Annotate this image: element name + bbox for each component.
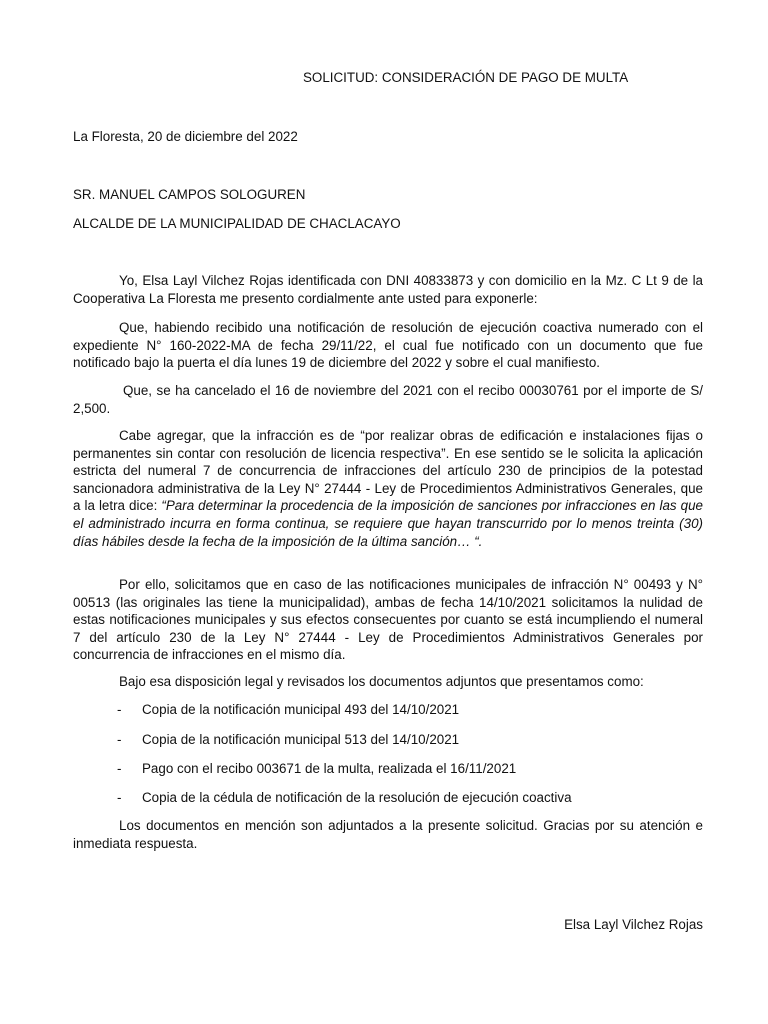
list-marker: - [117, 790, 122, 805]
place-and-date: La Floresta, 20 de diciembre del 2022 [73, 129, 298, 144]
paragraph-legal-basis-text: Cabe agregar, que la infracción es de “por realizar obras de edificación e instalaciones fijas o permanentes sin contar con resolución de licencia respectiva”. En ese sentido se le solicita la aplicación estricta del numeral 7 de concurrencia de infracciones del artículo 230 de principios de la potestad sancionadora administrativa de la Ley N° 27444 - Ley de Procedimientos Administrativos Generales, que a la letra dice: [73, 428, 703, 514]
recipient-name: SR. MANUEL CAMPOS SOLOGUREN [73, 187, 306, 202]
paragraph-request: Por ello, solicitamos que en caso de las notificaciones municipales de infracción N° 00493 y N° 00513 (las originales las tiene la municipalidad), ambas de fecha 14/10/2021 solicitamos la nulidad de estas notificaciones municipales y sus efectos consecuentes por cuanto se está incumpliendo el numeral 7 del artículo 230 de la Ley N° 27444 - Ley de Procedimientos Administrativos Generales por concurrencia de infracciones en el mismo día. [73, 577, 703, 663]
paragraph-introduction: Yo, Elsa Layl Vilchez Rojas identificada con DNI 40833873 y con domicilio en la Mz. C Lt 9 de la Cooperativa La Floresta me presento cordialmente ante usted para exponerle: [73, 273, 703, 306]
paragraph-payment-text: Que, se ha cancelado el 16 de noviembre del 2021 con el recibo 00030761 por el importe de S/ 2,500. [73, 383, 703, 416]
attachment-list-item [117, 731, 459, 749]
list-marker: - [117, 761, 122, 776]
paragraph-legal-basis [73, 427, 703, 550]
list-marker: - [117, 732, 122, 747]
attachment-list-item [117, 760, 516, 778]
attachment-list-item [117, 701, 459, 719]
paragraph-notification: Que, habiendo recibido una notificación de resolución de ejecución coactiva numerado con el expediente N° 160-2022-MA de fecha 29/11/22, el cual fue notificado con un documento que fue notificado bajo la puerta el día lunes 19 de diciembre del 2022 y sobre el cual manifiesto. [73, 320, 703, 371]
recipient-title: ALCALDE DE LA MUNICIPALIDAD DE CHACLACAYO [73, 216, 401, 231]
document-subject: SOLICITUD: CONSIDERACIÓN DE PAGO DE MULTA [303, 70, 629, 85]
list-marker: - [117, 702, 122, 717]
attachment-label: Pago con el recibo 003671 de la multa, realizada el 16/11/2021 [142, 761, 517, 776]
attachment-label: Copia de la notificación municipal 513 del 14/10/2021 [142, 732, 460, 747]
attachment-list-item [117, 789, 572, 807]
attachment-label: Copia de la notificación municipal 493 del 14/10/2021 [142, 702, 460, 717]
signature-name: Elsa Layl Vilchez Rojas [564, 917, 703, 932]
attachment-label: Copia de la cédula de notificación de la resolución de ejecución coactiva [142, 790, 572, 805]
paragraph-closing: Los documentos en mención son adjuntados a la presente solicitud. Gracias por su atención e inmediata respuesta. [73, 818, 703, 851]
paragraph-payment [73, 382, 703, 417]
paragraph-attachments-intro: Bajo esa disposición legal y revisados los documentos adjuntos que presentamos como: [119, 674, 644, 689]
legal-quote: “Para determinar la procedencia de la imposición de sanciones por infracciones en las que el administrado incurra en forma continua, se requiere que hayan transcurrido por lo menos treinta (30) días hábiles desde la fecha de la imposición de la última sanción… “. [73, 498, 704, 549]
